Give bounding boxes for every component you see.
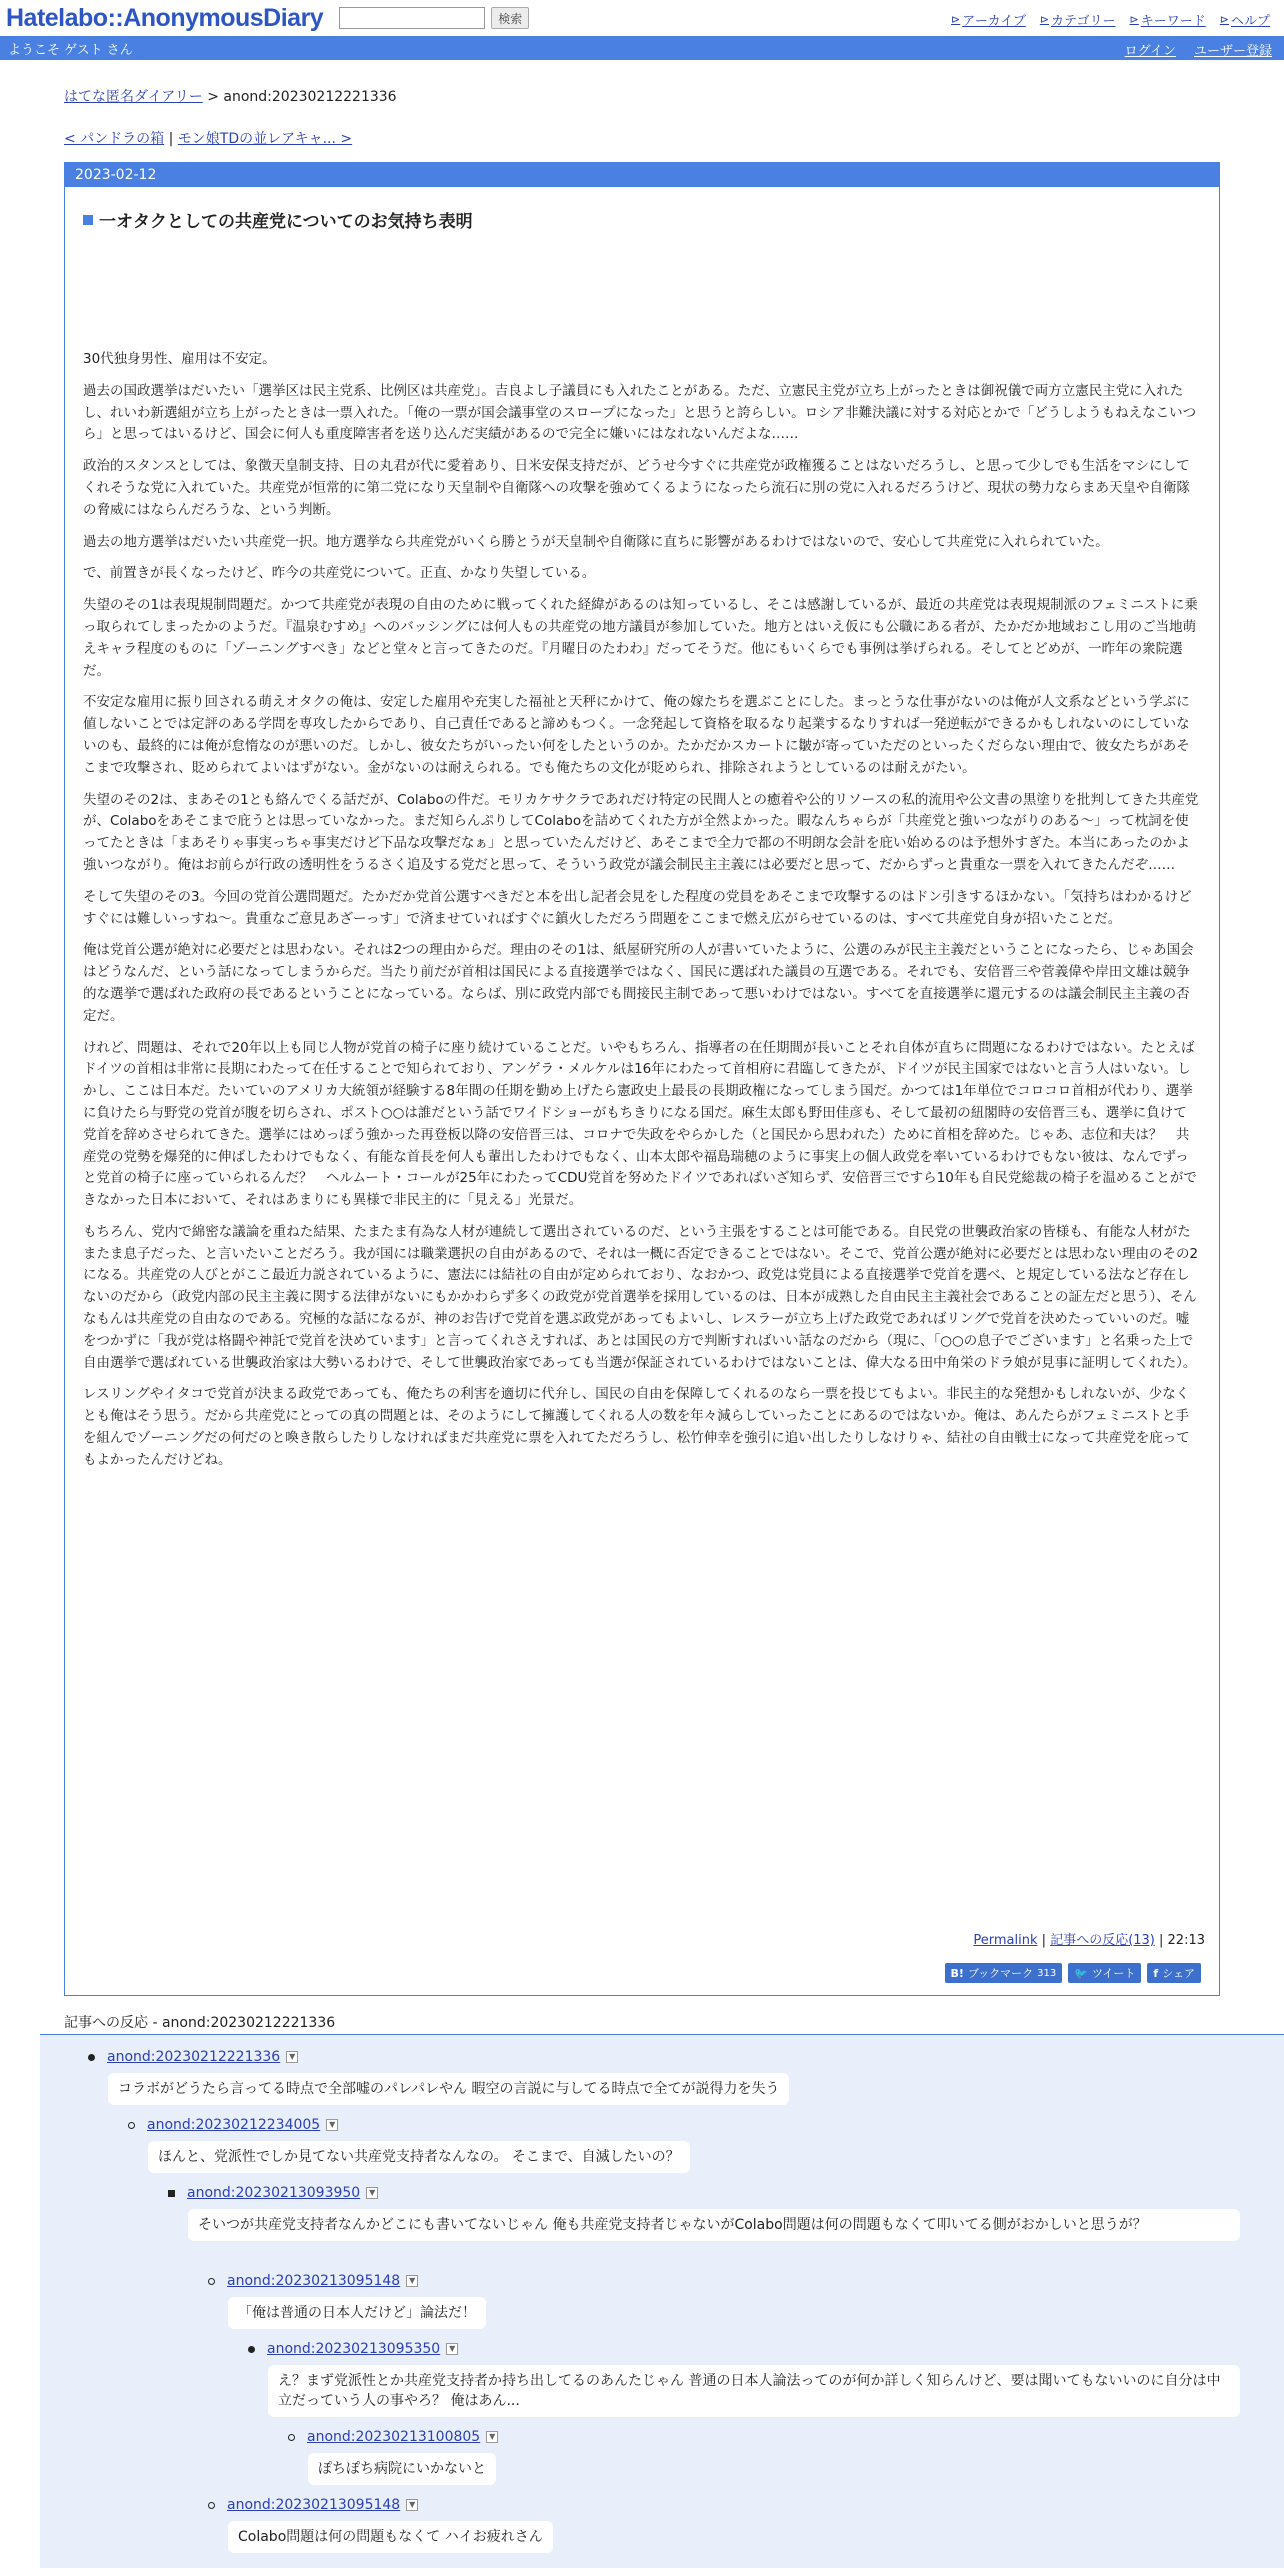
- hatena-bookmark-button[interactable]: B! ブックマーク 313: [945, 1963, 1063, 1983]
- response-item: [208, 2273, 418, 2289]
- social-buttons: [945, 1963, 1201, 1983]
- arrow-icon: ⊳: [1219, 13, 1229, 26]
- entry-paragraph: 過去の国政選挙はだいたい「選挙区は民主党系、比例区は共産党」。吉良よし子議員にも入れたことがある。ただ、立憲民主党が立ち上がったときは御祝儀で両方立憲民主党に入れたし、れいわ新選組が立ち上がったときは一票入れた。「俺の一票が国会議事堂のスロープになった」と思うと誇らしい。ロシア非難決議に対する対応とかで「どうしようもねえなこいつら」と思ってはいるけど、国会に何人も重度障害者を送り込んだ実績があるので完全に嫌いにはなれないんだよな……: [83, 382, 1197, 443]
- entry-title: 一オタクとしての共産党についてのお気持ち表明: [83, 207, 473, 232]
- response-id-link[interactable]: anond:20230212234005: [147, 2117, 321, 2133]
- facebook-icon: f: [1153, 1966, 1159, 1980]
- responses-heading: 記事への反応 - anond:20230212221336: [64, 2015, 336, 2031]
- entry-paragraph: レスリングやイタコで党首が決まる政党であっても、俺たちの利害を適切に代弁し、国民の自由を保障してくれるのなら一票を投じてもよい。非民主的な発想かもしれないが、少なくとも俺はそう思う。だから共産党にとっての真の問題とは、そのようにして擁護してくれる人の数を年々減らしていったことにあるのではないか。俺は、あんたらがフェミニストと手を組んでゾーニングだの何だのと喚き散らしたりしなければまだ共産党に票を入れてただろうし、松竹伸幸を強引に追い出したりしなけりゃ、結社の自由戦士になって共産党を庇ってもよかったんだけどね。: [83, 1386, 1190, 1468]
- response-id-link[interactable]: anond:20230213095148: [227, 2497, 401, 2513]
- entry-paragraph: 失望のその1は表現規制問題だ。かつて共産党が表現の自由のために戦ってくれた経緯があるのは知っているし、そこは感謝しているが、最近の共産党は表現規制派のフェミニストに乗っ取られてしまったかのようだ。『温泉むすめ』へのバッシングには何人もの共産党の地方議員が参加していた。地方とはいえ仮にも公職にある者が、たかだか地域おこし用のご当地萌えキャラ程度のものに「ゾーニングすべき」などと堂々と言ってきたのだ。『月曜日のたわわ』だってそうだ。他にもいくらでも事例は挙げられる。そしてとどめが、一昨年の衆院選だ。: [83, 597, 1198, 679]
- entry-footer: Permalink | 記事への反応(13) | 22:13: [973, 1933, 1205, 1948]
- response-text: ぽちぽち病院にいかないと: [308, 2453, 496, 2485]
- bullet-icon: [128, 2122, 135, 2129]
- nav-keyword-link[interactable]: ⊳ キーワード: [1129, 13, 1206, 29]
- response-id-link[interactable]: anond:20230212221336: [107, 2049, 281, 2065]
- user-bar: [0, 36, 1284, 60]
- entry-paragraph: 30代独身男性、雇用は不安定。: [83, 351, 276, 367]
- entry-paragraph: けれど、問題は、それで20年以上も同じ人物が党首の椅子に座り続けていることだ。いやもちろん、指導者の在任期間が長いことそれ自体が直ちに問題になるわけではない。たとえばドイツの首相は非常に長期にわたって在任することで知られており、アンゲラ・メルケルは16年にわたって首相府に君臨してきたが、ドイツが民主国家ではないと言う人はいない。しかし、ここは日本だ。たいていのアメリカ大統領が経験する8年間の任期を勤め上げたら憲政史上最長の長期政権になってしまう国だ。かつては1年単位でコロコロ首相が代わり、選挙に負けたら与野党の党首が腹を切らされ、ポスト○○は誰だという話でワイドショーがもちきりになる国だ。麻生太郎も野田佳彦も、そして最初の紐閣時の安倍晋三も、選挙に負けて党首を辞めさせられてきた。選挙にはめっぽう強かった再登板以降の安倍晋三は、コロナで失政をやらかした（と国民から思われた）ために首相を辞めた。じゃあ、志位和夫は？ 共産党の党勢を爆発的に伸ばしたわけでもなく、有能な首長を何人も輩出したわけでもなく、山本太郎や福島瑞穂のように事実上の個人政党を率いているわけでもない彼は、なんでずっと党首の椅子に座っていられるんだ？ ヘルムート・コールが25年にわたってCDU党首を努めたドイツであればいざ知らず、安倍晋三ですら10年も自民党総裁の椅子を温めることができなかった日本において、それはあまりにも異様で非民主的に「見える」光景だ。: [83, 1039, 1197, 1209]
- responses-tree: [40, 2034, 1284, 2568]
- tweet-button[interactable]: 🐦 ツイート: [1068, 1963, 1141, 1983]
- top-header: [0, 0, 1284, 36]
- bullet-icon: [208, 2278, 215, 2285]
- response-item: [168, 2185, 378, 2201]
- response-item: [128, 2117, 338, 2133]
- entry-paragraph: そして失望のその3。今回の党首公選問題だ。たかだか党首公選すべきだと本を出し記者会見をした程度の党員をあそこまで攻撃するのはドン引きするほかない。「気持ちはわかるけどすぐには難しいっすね～。貴重なご意見あざーっす」で済ませていればすぐに鎮火しただろう問題をここまで燃え広がらせているのは、すべて共産党自身が招いたことだ。: [83, 888, 1192, 927]
- dropdown-icon[interactable]: ▼: [326, 2119, 338, 2131]
- reactions-link[interactable]: 記事への反応(13): [1050, 1933, 1155, 1948]
- entry-pager: < パンドラの箱 | モン娘TDの並レアキャ... >: [64, 131, 353, 147]
- site-logo[interactable]: Hatelabo::AnonymousDiary: [6, 3, 324, 32]
- response-id-link[interactable]: anond:20230213100805: [307, 2429, 481, 2445]
- facebook-share-button[interactable]: f シェア: [1147, 1963, 1201, 1983]
- response-item: [248, 2341, 458, 2357]
- entry-paragraph: 俺は党首公選が絶対に必要だとは思わない。それは2つの理由からだ。理由のその1は、紙屋研究所の人が書いていたように、公選のみが民主主義だということになったら、じゃあ国会はどうなんだ、という話になってしまうからだ。当たり前だが首相は国民による直接選挙ではなく、国民に選ばれた議員の互選である。それでも、安倍晋三や菅義偉や岸田文雄は競争的な選挙で選ばれた政府の長であるということになっている。ならば、別に政党内部でも間接民主制であって悪いわけではない。すべてを直接選挙に還元するのは議会制民主主義の否定だ。: [83, 942, 1194, 1024]
- response-text: え？まず党派性とか共産党支持者か持ち出してるのあんたじゃん 普通の日本人論法ってのが何か詳しく知らんけど、要は聞いてもないいのに自分は中立だっていう人の事やろ？ 俺はあん...: [268, 2365, 1240, 2417]
- dropdown-icon[interactable]: ▼: [286, 2051, 298, 2063]
- dropdown-icon[interactable]: ▼: [406, 2499, 418, 2511]
- dropdown-icon[interactable]: ▼: [366, 2187, 378, 2199]
- title-square-icon[interactable]: [83, 215, 93, 225]
- entry-paragraph: で、前置きが長くなったけど、昨今の共産党について。正直、かなり失望している。: [83, 565, 596, 582]
- response-item: [288, 2429, 498, 2445]
- bookmark-icon: B!: [950, 1966, 964, 1980]
- response-item: [208, 2497, 418, 2513]
- entry-paragraph: もちろん、党内で綿密な議論を重ねた結果、たまたま有為な人材が連続して選出されているのだ、という主張をすることは可能である。自民党の世襲政治家の皆様も、有能な人材がたまたま息子だった、と言いたいことだろう。我が国には職業選択の自由があるので、それは一概に否定できることではない。そこで、党首公選が絶対に必要だとは思わない理由のその2になる。共産党の人びとがここ最近力説されているように、憲法には結社の自由が定められており、なおかつ、政党は党員による直接選挙で党首を選べ、と規定している法など存在しないのだから（政党内部の民主主義に関する法律がないにもかかわらず多くの政党が党首選挙を採用しているのは、日本が成熟した自由民主主義社会であることの証左だと思う）、そんなもんは共産党の自由なのである。究極的な話になるが、神のお告げで党首を選ぶ政党があってもよいし、レスラーが立ち上げた政党であればリングで党首を決めたっていいのだ。嘘をつかずに「我が党は格闘や神託で党首を決めています」と言ってくれさえすれば、あとは国民の方で判断すればいい話なのだから（現に、「○○の息子でございます」と名乗った上で自由選挙で選ばれている世襲政治家は大勢いるわけで、そして世襲政治家であっても当選が保証されているわけではないことは、偉大なる田中角栄のドラ娘が見事に証明してくれた）。: [83, 1223, 1199, 1371]
- entry-time: 22:13: [1167, 1933, 1205, 1948]
- nav-archive-link[interactable]: ⊳ アーカイブ: [951, 13, 1026, 29]
- arrow-icon: ⊳: [1129, 13, 1139, 26]
- response-item: [88, 2049, 298, 2065]
- nav-help-link[interactable]: ⊳ ヘルプ: [1219, 13, 1270, 29]
- bookmark-count: 313: [1037, 1967, 1057, 1979]
- dropdown-icon[interactable]: ▼: [446, 2343, 458, 2355]
- response-text: ほんと、党派性でしか見てない共産党支持者なんなの。 そこまで、自滅したいの？: [148, 2141, 690, 2173]
- response-text: Colabo問題は何の問題もなくて ハイお疲れさん: [228, 2521, 553, 2553]
- breadcrumb-current: anond:20230212221336: [223, 89, 397, 105]
- response-id-link[interactable]: anond:20230213095350: [267, 2341, 441, 2357]
- next-entry-link[interactable]: モン娘TDの並レアキャ... >: [177, 131, 353, 147]
- entry-paragraph: 政治的スタンスとしては、象徴天皇制支持、日の丸君が代に愛着あり、日米安保支持だが、どうせ今すぐに共産党が政権獲ることはないだろうし、と思って少しでも生活をマシにしてくれそうな党に入れていた。共産党が恒常的に第二党になり天皇制や自衛隊への攻撃を強めてくるようになったら流石に別の党に入れるだろうけど、現状の勢力ならまあ天皇や自衛隊の脅威にはならんだろうな、という判断。: [83, 458, 1190, 518]
- register-link[interactable]: ユーザー登録: [1193, 44, 1272, 59]
- entry-paragraph: 不安定な雇用に振り回される萌えオタクの俺は、安定した雇用や充実した福祉と天秤にかけて、俺の嫁たちを選ぶことにした。まっとうな仕事がないのは俺が人文系などという学ぶに値しないことでは定評のある学問を専攻したからであり、自己責任であると諦めもつく。一念発起して資格を取るなり起業するなりすれば一発逆転ができるかもしれないのにしていないのも、最終的には俺が怠惰なのが悪いのだ。しかし、彼女たちがいったい何をしたというのか。たかだかスカートに皺が寄っていただのといったくだらない理由で、彼女たちがあそこまで攻撃され、貶められてよいはずがない。金がないのは耐えられる。でも俺たちの文化が貶められ、排除されようとしているのは耐えがたい。: [83, 694, 1190, 776]
- search-input[interactable]: [339, 7, 485, 29]
- dropdown-icon[interactable]: ▼: [486, 2431, 498, 2443]
- bullet-icon: [248, 2346, 255, 2353]
- response-id-link[interactable]: anond:20230213093950: [187, 2185, 361, 2201]
- day-header: 2023-02-12: [65, 163, 1219, 187]
- bullet-icon: [288, 2434, 295, 2441]
- welcome-text: ようこそ ゲスト さん: [8, 42, 133, 58]
- diary-day-box: [64, 162, 1220, 1996]
- bullet-icon: [168, 2190, 175, 2197]
- response-id-link[interactable]: anond:20230213095148: [227, 2273, 401, 2289]
- bullet-icon: [208, 2502, 215, 2509]
- twitter-icon: 🐦: [1074, 1966, 1088, 1980]
- breadcrumb-root-link[interactable]: はてな匿名ダイアリー: [64, 89, 203, 105]
- permalink-link[interactable]: Permalink: [973, 1933, 1038, 1948]
- arrow-icon: ⊳: [951, 13, 961, 26]
- bullet-icon: [88, 2054, 95, 2061]
- response-text: コラボがどうたら言ってる時点で全部嘘のパレパレやん 暇空の言説に与してる時点で全てが説得力を失う: [108, 2073, 789, 2105]
- breadcrumb: はてな匿名ダイアリー > anond:20230212221336: [64, 89, 397, 105]
- response-text: そいつが共産党支持者なんかどこにも書いてないじゃん 俺も共産党支持者じゃないがColabo問題は何の問題もなくて叩いてる側がおかしいと思うが？: [188, 2209, 1240, 2241]
- prev-entry-link[interactable]: < パンドラの箱: [64, 131, 165, 147]
- login-link[interactable]: ログイン: [1124, 44, 1176, 59]
- dropdown-icon[interactable]: ▼: [406, 2275, 418, 2287]
- entry-paragraph: 過去の地方選挙はだいたい共産党一択。地方選挙なら共産党がいくら勝とうが天皇制や自衛隊に直ちに影響があるわけではないので、安心して共産党に入れられていた。: [83, 533, 1109, 550]
- entry-body: [83, 349, 1199, 1482]
- nav-category-link[interactable]: ⊳ カテゴリー: [1039, 13, 1116, 29]
- response-text: 「俺は普通の日本人だけど」論法だ！: [228, 2297, 486, 2329]
- entry-paragraph: 失望のその2は、まあその1とも絡んでくる話だが、Colaboの件だ。モリカケサクラであれだけ特定の民間人との癒着や公的リソースの私的流用や公文書の黒塗りを批判してきた共産党が、Colaboをあそこまで庇うとは思っていなかった。まだ知らんぷりしてColaboを詰めてくれた方が全然よかった。暇なんちゃらが「共産党と強いつながりのある～」って枕詞を使ってたときは「まあそりゃ事実っちゃ事実だけど下品な攻撃だなぁ」と思っていたんだけど、あそこまで全力で都の不明朗な会計を庇い始めるのは予想外すぎた。本当にあったのかよ強いつながり。俺はお前らが行政の透明性をうるさく追及する党だと思って、そういう政党が議会制民主主義には必要だと思って、だからずっと貴重な一票を入れてきたんだぞ……: [83, 791, 1199, 873]
- top-nav: [951, 10, 1270, 29]
- arrow-icon: ⊳: [1039, 13, 1050, 26]
- search-button[interactable]: 検索: [491, 7, 529, 29]
